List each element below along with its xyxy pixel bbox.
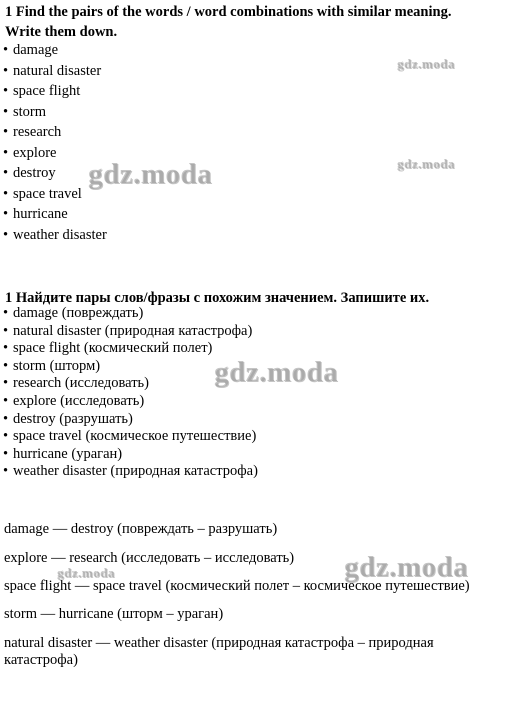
watermark-text: gdz.moda: [88, 158, 213, 190]
watermark-text: gdz.moda: [397, 56, 455, 71]
answer-line: storm — hurricane (шторм – ураган): [4, 606, 224, 622]
list-item: • space flight (космический полет): [3, 340, 258, 358]
list-item: • space flight: [3, 81, 107, 102]
watermark-text: gdz.moda: [214, 356, 339, 388]
watermark-text: gdz.moda: [344, 551, 469, 583]
list-item: • weather disaster (природная катастрофа): [3, 463, 258, 481]
watermark-text: gdz.moda: [397, 156, 455, 171]
list-item: • explore (исследовать): [3, 393, 258, 411]
list-item: • weather disaster: [3, 225, 107, 246]
list-item: • damage (повреждать): [3, 305, 258, 323]
list-item: • storm: [3, 102, 107, 123]
list-item: • space travel (космическое путешествие): [3, 428, 258, 446]
list-item: • natural disaster (природная катастрофа): [3, 323, 258, 341]
list-item: • explore: [3, 143, 107, 164]
list-item: • natural disaster: [3, 61, 107, 82]
list-item: • research (исследовать): [3, 375, 258, 393]
list-item: • space travel: [3, 184, 107, 205]
answer-line: explore — research (исследовать – исследовать): [4, 550, 295, 566]
word-list-ru: [3, 305, 258, 481]
watermark-text: gdz.moda: [57, 565, 115, 580]
task-title-en-line2: Write them down.: [5, 24, 118, 40]
list-item: • hurricane (ураган): [3, 446, 258, 464]
task-title-ru: 1 Найдите пары слов/фразы с похожим значением. Запишите их.: [5, 290, 430, 306]
list-item: • destroy: [3, 163, 107, 184]
list-item: • damage: [3, 40, 107, 61]
word-list-en: [3, 40, 107, 245]
list-item: • destroy (разрушать): [3, 411, 258, 429]
list-item: • hurricane: [3, 204, 107, 225]
task-title-en: 1 Find the pairs of the words / word combinations with similar meaning.: [5, 4, 452, 20]
answer-line: damage — destroy (повреждать – разрушать): [4, 521, 278, 537]
answer-line: space flight — space travel (космический полет – космическое путешествие): [4, 578, 470, 594]
answer-line: natural disaster — weather disaster (природная катастрофа – природная катастрофа): [4, 635, 434, 668]
list-item: • storm (шторм): [3, 358, 258, 376]
list-item: • research: [3, 122, 107, 143]
